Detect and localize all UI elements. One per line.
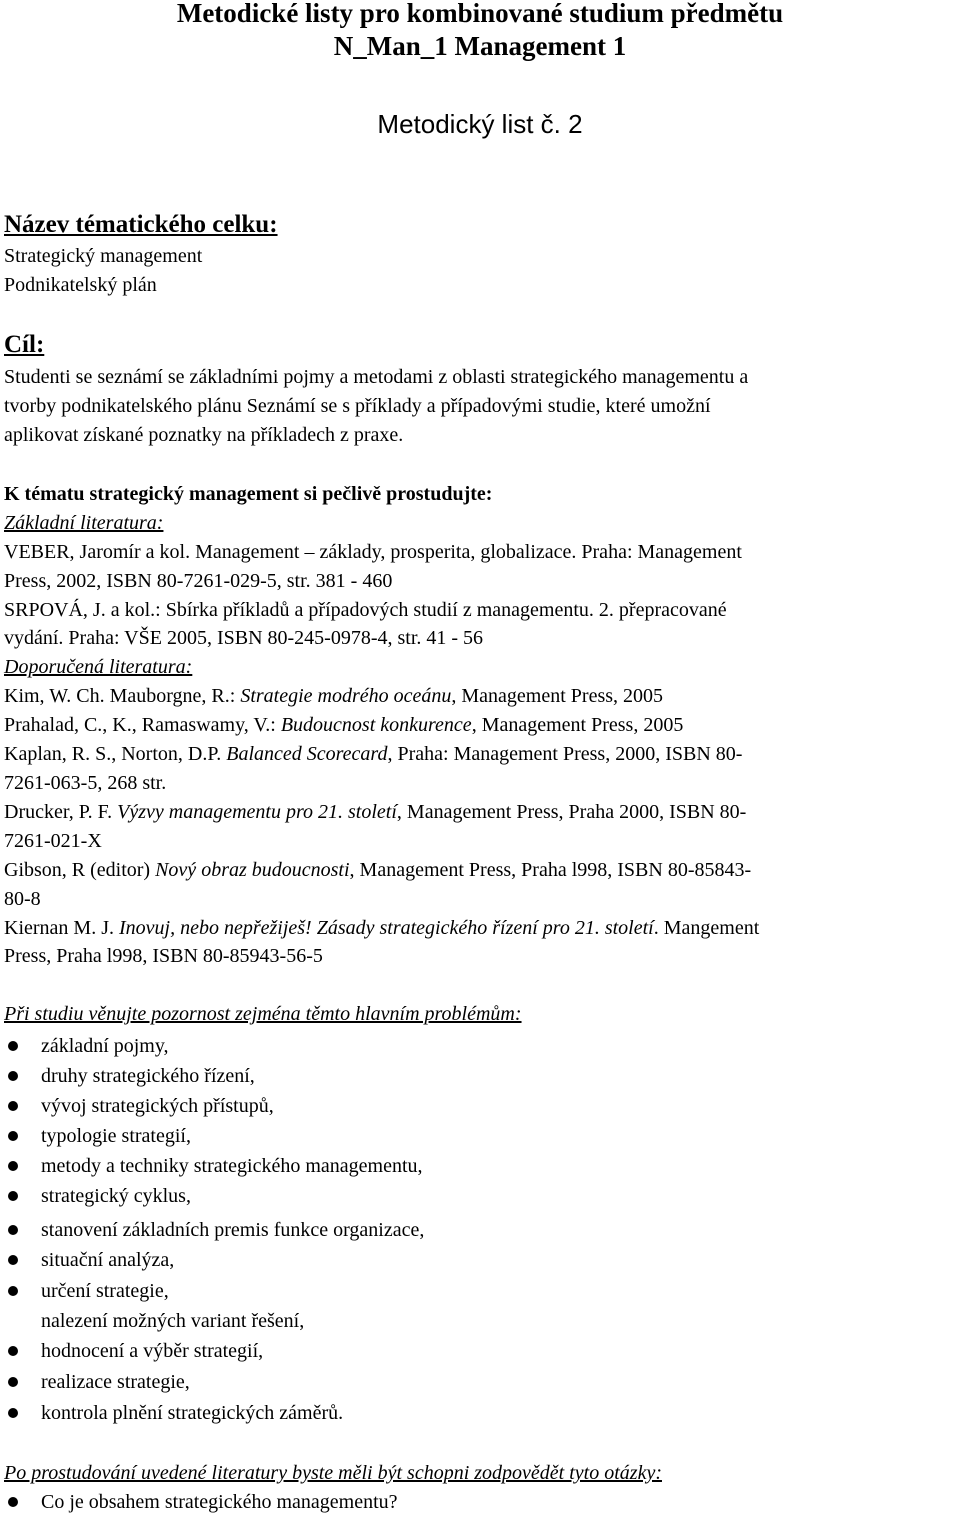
basic-literature-line: Press, 2002, ISBN 80-7261-029-5, str. 381 - 460 — [4, 570, 393, 592]
bullet-icon — [8, 1377, 18, 1387]
topic-line: Podnikatelský plán — [4, 274, 157, 296]
goal-line: Studenti se seznámí se základními pojmy a metodami z oblasti strategického managementu a — [4, 366, 749, 388]
bullet-icon — [8, 1191, 18, 1201]
study-heading: K tématu strategický management si pečlivě prostudujte: — [4, 483, 493, 505]
basic-literature-line: SRPOVÁ, J. a kol.: Sbírka příkladů a případových studií z managementu. 2. přepracované — [4, 599, 727, 621]
basic-literature-heading: Základní literatura: — [4, 512, 164, 534]
bullet-icon — [8, 1101, 18, 1111]
bullet-icon — [8, 1131, 18, 1141]
bullet-icon — [8, 1225, 18, 1235]
questions-heading: Po prostudování uvedené literatury byste měli být schopni zodpovědět tyto otázky: — [4, 1462, 662, 1484]
bullet-icon — [8, 1255, 18, 1265]
goal-heading: Cíl: — [4, 331, 45, 358]
recommended-literature-item: Kaplan, R. S., Norton, D.P. Balanced Scorecard, Praha: Management Press, 2000, ISBN 80- — [4, 743, 743, 765]
bullet-icon — [8, 1041, 18, 1051]
topic-heading: Název tématického celku: — [4, 211, 278, 238]
focus-heading: Při studiu věnujte pozornost zejména těmto hlavním problémům: — [4, 1003, 522, 1025]
document-title-line1: Metodické listy pro kombinované studium předmětu — [176, 0, 784, 28]
recommended-literature-item: Kiernan M. J. Inovuj, nebo nepřežiješ! Zásady strategického řízení pro 21. století. Mangement — [4, 917, 760, 939]
basic-literature-line: VEBER, Jaromír a kol. Management – základy, prosperita, globalizace. Praha: Management — [4, 541, 742, 563]
recommended-literature-item-cont: Press, Praha l998, ISBN 80-85943-56-5 — [4, 945, 323, 967]
bullet-icon — [8, 1346, 18, 1356]
recommended-literature-heading: Doporučená literatura: — [4, 656, 193, 678]
goal-line: tvorby podnikatelského plánu Seznámí se s příklady a případovými studie, které umožní — [4, 395, 711, 417]
recommended-literature-item: Kim, W. Ch. Mauborgne, R.: Strategie modrého oceánu, Management Press, 2005 — [4, 685, 664, 707]
recommended-literature-item-cont: 7261-063-5, 268 str. — [4, 772, 167, 794]
document-title-line2: N_Man_1 Management 1 — [333, 31, 627, 61]
recommended-literature-item-cont: 7261-021-X — [4, 830, 102, 852]
recommended-literature-item: Prahalad, C., K., Ramaswamy, V.: Budoucnost konkurence, Management Press, 2005 — [4, 714, 684, 736]
basic-literature-line: vydání. Praha: VŠE 2005, ISBN 80-245-0978-4, str. 41 - 56 — [4, 627, 484, 649]
bullet-icon — [8, 1408, 18, 1418]
topic-line: Strategický management — [4, 245, 203, 267]
bullet-icon — [8, 1161, 18, 1171]
goal-line: aplikovat získané poznatky na příkladech z praxe. — [4, 424, 404, 446]
sheet-number: Metodický list č. 2 — [377, 109, 583, 139]
recommended-literature-item: Gibson, R (editor) Nový obraz budoucnosti, Management Press, Praha l998, ISBN 80-85843- — [4, 859, 752, 881]
bullet-icon — [8, 1286, 18, 1296]
recommended-literature-item-cont: 80-8 — [4, 888, 41, 910]
bullet-icon — [8, 1071, 18, 1081]
bullet-icon — [8, 1497, 18, 1507]
recommended-literature-item: Drucker, P. F. Výzvy managementu pro 21. století, Management Press, Praha 2000, ISBN 80- — [4, 801, 747, 823]
